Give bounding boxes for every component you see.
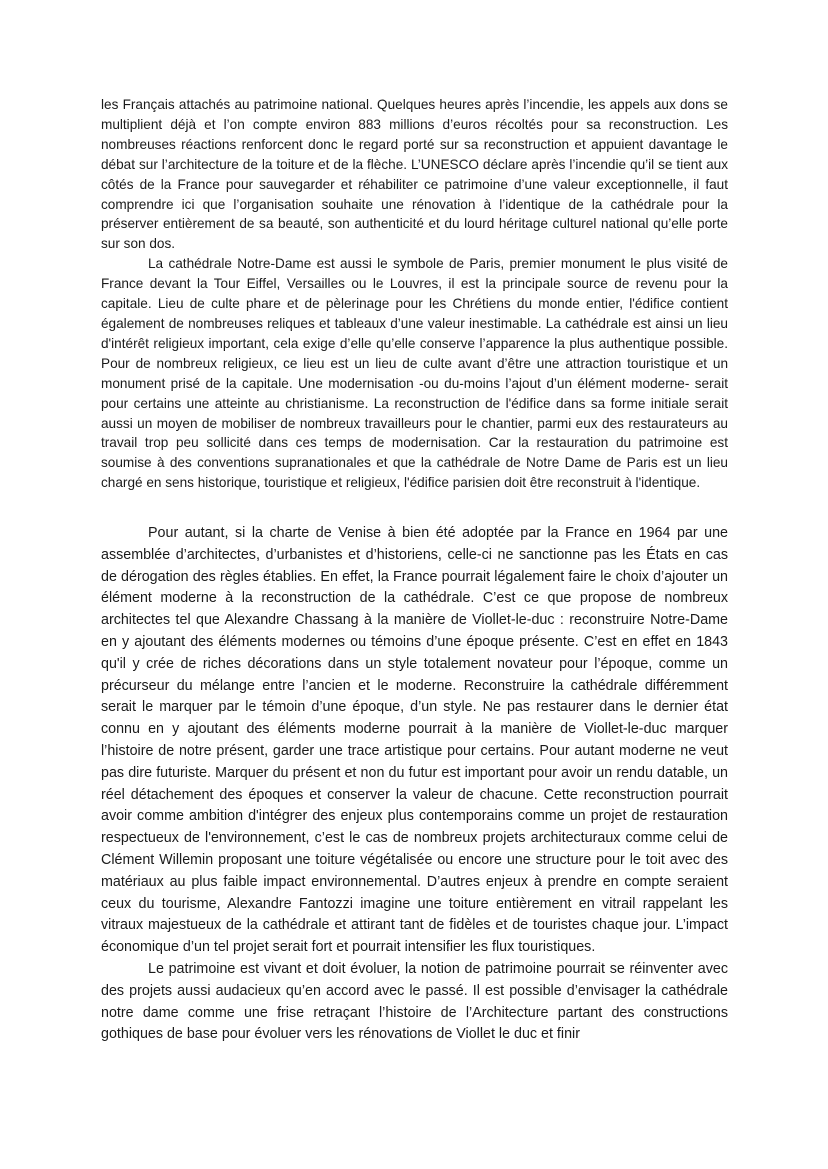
paragraph: Pour autant, si la charte de Venise à bien été adoptée par la France en 1964 par une assemblée d’architectes, d’urbanistes et d’historiens, celle-ci ne sanctionne pas les États en cas de dérogation des règles établies. En effet, la France pourrait légalement faire le choix d’ajouter un élément moderne à la reconstruction de la cathédrale. C’est ce que propose de nombreux architectes tel que Alexandre Chassang à la manière de Viollet-le-duc : reconstruire Notre-Dame en y ajoutant des éléments modernes ou témoins d’une époque présente. C’est en effet en 1843 qu'il y crée de riches décorations dans un style totalement novateur pour l’époque, comme un précurseur du mélange entre l’ancien et le moderne. Reconstruire la cathédrale différemment serait le marquer par le témoin d’une époque, d’un style. Ne pas restaurer dans le dernier état connu en y ajoutant des éléments moderne pourrait à la manière de Viollet-le-duc marquer l’histoire de notre présent, garder une trace artistique pour certains. Pour autant moderne ne veut pas dire futuriste. Marquer du présent et non du futur est important pour avoir un rendu datable, un réel détachement des époques et conserver la valeur de chacune. Cette reconstruction pourrait avoir comme ambition d'intégrer des enjeux plus contemporains comme un projet de restauration respectueux de l'environnement, c’est le cas de nombreux projets architecturaux comme celui de Clément Willemin proposant une toiture végétalisée ou encore une structure pour le toit avec des matériaux au plus faible impact environnemental. D’autres enjeux à prendre en compte seraient ceux du tourisme, Alexandre Fantozzi imagine une toiture entièrement en vitrail rappelant les vitraux majestueux de la cathédrale et attirant tant de fidèles et de touristes chaque jour. L’impact économique d’un tel projet serait fort et pourrait intensifier les flux touristiques. [101, 525, 728, 956]
text-section-1 [101, 95, 728, 493]
paragraph: les Français attachés au patrimoine national. Quelques heures après l’incendie, les appels aux dons se multiplient déjà et l’on compte environ 883 millions d’euros récoltés pour sa reconstruction. Les nombreuses réactions renforcent donc le regard porté sur sa reconstruction et appuient davantage le débat sur l’architecture de la toiture et de la flèche. L’UNESCO déclare après l’incendie qu’il se tient aux côtés de la France pour sauvegarder et réhabiliter ce patrimoine d’une valeur exceptionnelle, il faut comprendre ici que l’organisation souhaite une rénovation à l’identique de la cathédrale pour la préserver entièrement de sa beauté, son authenticité et du lourd héritage culturel national qu’elle porte sur son dos. [101, 97, 728, 252]
paragraph: Le patrimoine est vivant et doit évoluer, la notion de patrimoine pourrait se réinventer avec des projets aussi audacieux qu’en accord avec le passé. Il est possible d’envisager la cathédrale notre dame comme une frise retraçant l’histoire de l’Architecture partant des constructions gothiques de base pour évoluer vers les rénovations de Viollet le duc et finir [101, 960, 728, 1043]
text-section-2 [101, 523, 728, 1046]
paragraph: La cathédrale Notre-Dame est aussi le symbole de Paris, premier monument le plus visité de France devant la Tour Eiffel, Versailles ou le Louvres, il est la principale source de revenu pour la capitale. Lieu de culte phare et de pèlerinage pour les Chrétiens du monde entier, l'édifice contient également de nombreuses reliques et tableaux d’une valeur inestimable. La cathédrale est ainsi un lieu d'intérêt religieux important, cela exige d’elle qu’elle conserve l’apparence la plus authentique possible. Pour de nombreux religieux, ce lieu est un lieu de culte avant d’être une attraction touristique et un monument prisé de la capitale. Une modernisation -ou du-moins l’ajout d’un élément moderne- serait pour certains une atteinte au christianisme. La reconstruction de l'édifice dans sa forme initiale serait aussi un moyen de mobiliser de nombreux travailleurs pour le chantier, parmi eux des restaurateurs au travail trop peu sollicité dans ces temps de modernisation. Car la restauration du patrimoine est soumise à des conventions supranationales et que la cathédrale de Notre Dame de Paris est un lieu chargé en sens historique, touristique et religieux, l'édifice parisien doit être reconstruit à l'identique. [101, 256, 728, 491]
